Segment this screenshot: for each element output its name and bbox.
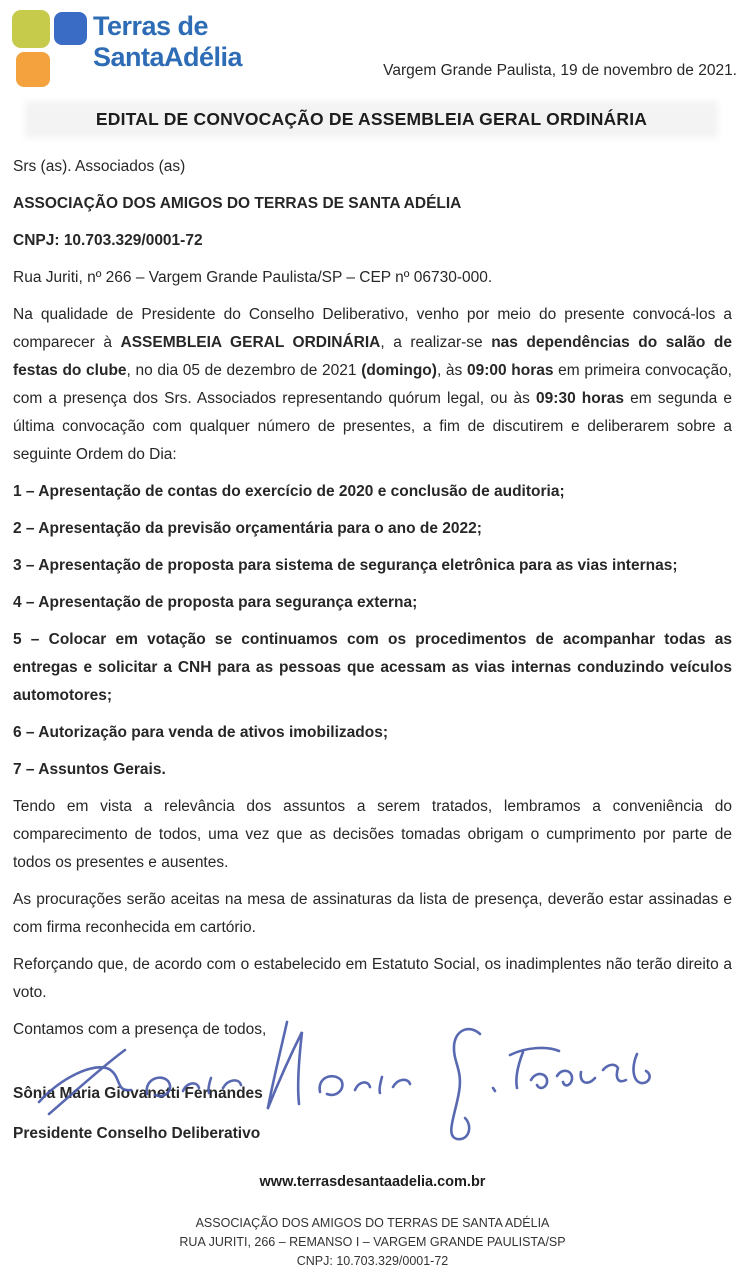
logo-orange-square-icon: [16, 52, 50, 87]
signature-block: [13, 1016, 732, 1148]
salutation-line: Srs (as). Associados (as): [13, 158, 186, 175]
logo-line1: Terras de: [93, 11, 209, 41]
cnpj-line: CNPJ: 10.703.329/0001-72: [13, 232, 203, 249]
logo-wordmark: [93, 11, 242, 73]
agenda-item-1: 1 – Apresentação de contas do exercício de 2020 e conclusão de auditoria;: [13, 483, 565, 500]
convocation-paragraph: Na qualidade de Presidente do Conselho Deliberativo, venho por meio do presente convocá-los a comparecer à ASSEMBLEIA GERAL ORDINÁRIA, a realizar-se nas dependências do salão de festas do clube, no dia 05 de dezembro de 2021 (domingo), às 09:00 horas em primeira convocação, com a presença dos Srs. Associados representando quórum legal, ou às 09:30 horas em segunda e última convocação com qualquer número de presentes, a fim de discutirem e deliberarem sobre a seguinte Ordem do Dia:: [13, 306, 732, 463]
footer-address-block: [13, 1214, 732, 1271]
agenda-item-7: 7 – Assuntos Gerais.: [13, 761, 166, 778]
terras-de-santa-adelia-logo: [0, 0, 320, 96]
agenda-item-4: 4 – Apresentação de proposta para segurança externa;: [13, 594, 418, 611]
signer-role: Presidente Conselho Deliberativo: [13, 1125, 261, 1142]
document-header: [0, 0, 743, 96]
footer-street-address: RUA JURITI, 266 – REMANSO I – VARGEM GRANDE PAULISTA/SP: [179, 1235, 566, 1249]
website-url: www.terrasdesantaadelia.com.br: [259, 1174, 486, 1190]
document-footer: [13, 1172, 732, 1271]
agenda-item-6: 6 – Autorização para venda de ativos imobilizados;: [13, 724, 388, 741]
logo-blue-square-icon: [54, 12, 87, 45]
agenda-item-3: 3 – Apresentação de proposta para sistema de segurança eletrônica para as vias internas;: [13, 557, 678, 574]
footer-cnpj: CNPJ: 10.703.329/0001-72: [296, 1254, 449, 1268]
address-line: Rua Juriti, nº 266 – Vargem Grande Paulista/SP – CEP nº 06730-000.: [13, 269, 493, 286]
closing-paragraph-1: Tendo em vista a relevância dos assuntos a serem tratados, lembramos a conveniência do comparecimento de todos, uma vez que as decisões tomadas obrigam o cumprimento por parte de todos os presentes e ausentes.: [13, 798, 732, 871]
document-body: [0, 153, 743, 1271]
logo-green-square-icon: [12, 10, 50, 48]
logo-line2: SantaAdélia: [93, 42, 243, 72]
footer-org-name: ASSOCIAÇÃO DOS AMIGOS DO TERRAS DE SANTA ADÉLIA: [195, 1216, 550, 1230]
closing-paragraph-2: As procurações serão aceitas na mesa de assinaturas da lista de presença, deverão estar assinadas e com firma reconhecida em cartório.: [13, 891, 732, 936]
agenda-item-5: 5 – Colocar em votação se continuamos com os procedimentos de acompanhar todas as entregas e solicitar a CNH para as pessoas que acessam as vias internas conduzindo veículos automotores;: [13, 631, 732, 704]
signer-name: Sônia Maria Giovanetti Fernandes: [13, 1085, 263, 1102]
closing-paragraph-3: Reforçando que, de acordo com o estabelecido em Estatuto Social, os inadimplentes não terão direito a voto.: [13, 956, 732, 1001]
document-title: EDITAL DE CONVOCAÇÃO DE ASSEMBLEIA GERAL ORDINÁRIA: [30, 106, 713, 133]
document-date: Vargem Grande Paulista, 19 de novembro de 2021.: [383, 62, 737, 79]
association-name-line: ASSOCIAÇÃO DOS AMIGOS DO TERRAS DE SANTA ADÉLIA: [13, 195, 462, 212]
cutoff-icon-fragments: [328, 1276, 366, 1280]
agenda-item-2: 2 – Apresentação da previsão orçamentária para o ano de 2022;: [13, 520, 482, 537]
closing-invite-line: Contamos com a presença de todos,: [13, 1021, 267, 1038]
